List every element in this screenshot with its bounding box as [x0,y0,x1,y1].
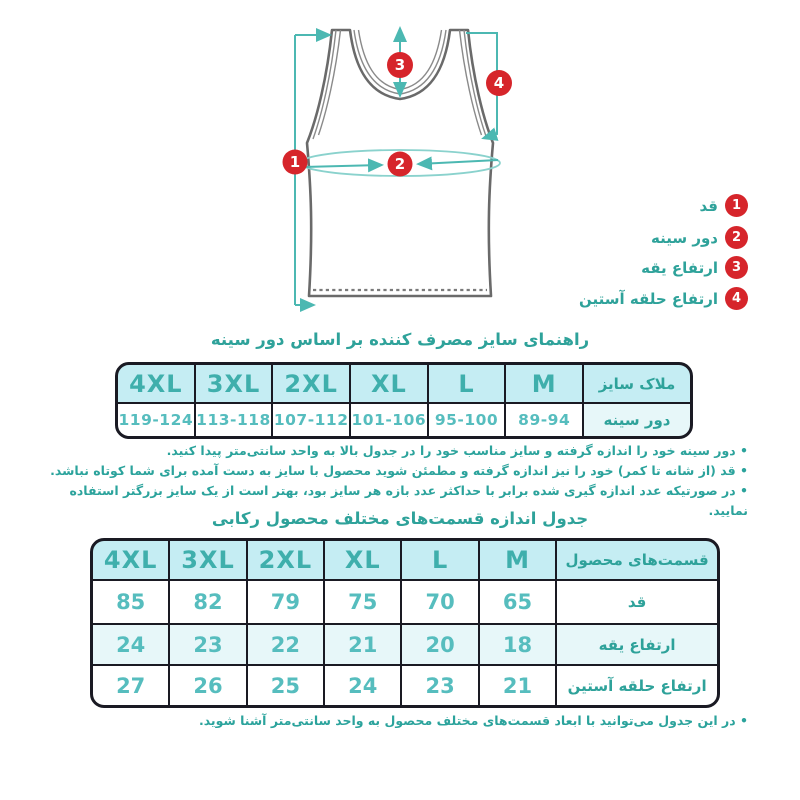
length-row-label: قد [627,593,647,611]
armhole-xl: 24 [348,673,378,698]
length-l: 70 [425,590,455,614]
p-size-col-3xl: 3XL [181,546,235,574]
legend-marker-2: 2 [725,226,748,249]
armhole-l: 23 [425,673,455,698]
size-col-xl: XL [370,369,407,398]
marker-3: 3 [394,56,406,74]
size-col-m: M [531,369,557,398]
legend-label-chest: دور سینه [651,228,718,247]
armhole-3xl: 26 [193,673,223,698]
legend-marker-1: 1 [725,194,748,217]
p-size-col-xl: XL [344,546,381,574]
collar-m: 18 [502,632,533,657]
chest-range-2xl: 107-112 [273,411,349,429]
footer-note-wrap [48,711,748,731]
p-size-col-l: L [432,546,449,574]
length-xl: 75 [348,590,378,614]
armhole-row-label: ارتفاع حلقه آستین [567,676,707,695]
size-guide-table [115,362,693,439]
armhole-2xl: 25 [270,673,301,698]
parts-header: قسمت‌های محصول [565,551,709,569]
marker-2: 2 [394,155,406,173]
collar-l: 20 [425,632,455,657]
length-2xl: 79 [270,590,301,614]
product-table-title: جدول اندازه قسمت‌های مختلف محصول رکابی [211,509,589,528]
p-size-col-4xl: 4XL [103,546,158,574]
length-4xl: 85 [116,590,146,614]
length-3xl: 82 [193,590,223,614]
legend-label-collar: ارتفاع یقه [641,258,718,277]
chest-range-xl: 101-106 [351,411,427,429]
collar-4xl: 24 [116,632,146,657]
legend-label-length: قد [699,196,718,215]
size-col-4xl: 4XL [129,369,183,398]
chest-range-m: 89-94 [518,411,571,429]
criteria-header: ملاک سایز [598,374,676,393]
collar-xl: 21 [348,632,378,657]
chest-row-label: دور سینه [603,411,671,429]
marker-1: 1 [289,153,301,171]
legend-label-armhole: ارتفاع حلقه آستین [579,289,718,308]
p-size-col-m: M [505,546,530,574]
note-size-up: • در صورتیکه عدد اندازه گیری شده برابر با حداکثر عدد بازه هر سایز بود، بهتر است از یک سایز بزرگتر استفاده نمایید. [48,481,748,521]
collar-row-label: ارتفاع یقه [598,635,676,654]
note-measure-chest: • دور سینه خود را اندازه گرفته و سایز مناسب خود را در جدول بالا به واحد سانتی‌متر پیدا کنید. [48,441,748,461]
length-m: 65 [502,590,533,614]
marker-4: 4 [493,74,505,92]
armhole-4xl: 27 [116,673,146,698]
legend-item-armhole [579,287,748,310]
size-col-3xl: 3XL [206,369,261,398]
armhole-m: 21 [502,673,533,698]
legend-item-collar [641,256,748,279]
legend-item-chest [651,226,748,249]
collar-3xl: 23 [193,632,223,657]
note-measure-length: • قد (از شانه تا کمر) خود را نیز اندازه گرفته و مطمئن شوید محصول با سایز به دست آمده برای شما کوتاه نباشد. [48,461,748,481]
collar-2xl: 22 [270,632,301,657]
legend-marker-3: 3 [725,256,748,279]
footer-note: • در این جدول می‌توانید با ابعاد قسمت‌های مختلف محصول به واحد سانتی‌متر آشنا شوید. [48,711,748,731]
chest-range-3xl: 113-118 [196,411,271,429]
tank-top-diagram [255,8,541,320]
legend-marker-4: 4 [725,287,748,310]
legend-item-length [700,194,749,217]
size-guide-title: راهنمای سایز مصرف کننده بر اساس دور سینه [210,330,590,349]
size-col-2xl: 2XL [284,369,338,398]
p-size-col-2xl: 2XL [258,546,313,574]
size-col-l: L [458,369,475,398]
chest-range-l: 95-100 [434,411,499,429]
product-parts-table [90,538,720,708]
chest-range-4xl: 119-124 [118,411,194,429]
